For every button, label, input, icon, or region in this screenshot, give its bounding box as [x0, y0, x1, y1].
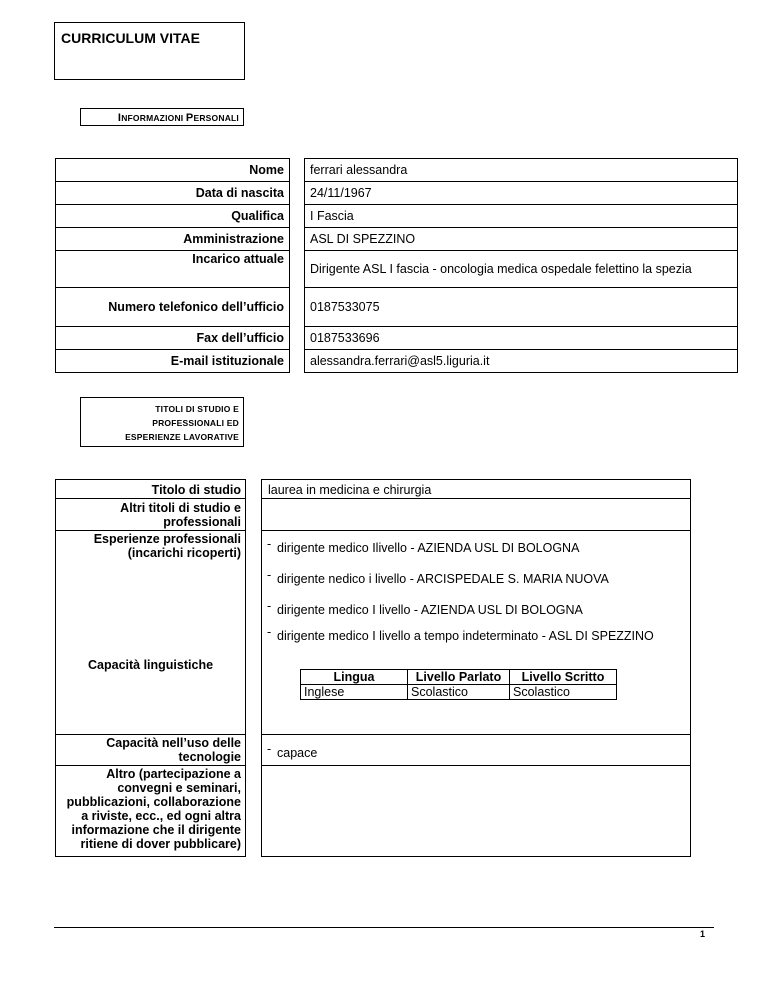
esperienza-text: dirigente medico Ilivello - AZIENDA USL DI BOLOGNA	[277, 541, 580, 555]
value-amministrazione: ASL DI SPEZZINO	[305, 228, 738, 251]
label-telefono: Numero telefonico dell’ufficio	[56, 288, 290, 327]
section-studies-line-2: PROFESSIONALI ED	[152, 418, 239, 428]
label-titolo-studio: Titolo di studio	[151, 483, 241, 497]
value-email: alessandra.ferrari@asl5.liguria.it	[305, 350, 738, 373]
value-titolo-studio: laurea in medicina e chirurgia	[268, 483, 432, 497]
dash-bullet: -	[267, 742, 272, 756]
label-qualifica: Qualifica	[56, 205, 290, 228]
personal-info-table	[55, 158, 738, 373]
value-nome: ferrari alessandra	[305, 159, 738, 182]
personal-row-data-nascita	[56, 182, 738, 205]
label-tecnologie: Capacità nell’uso delle tecnologie	[106, 736, 241, 764]
personal-row-email	[56, 350, 738, 373]
section-studies-line-3: ESPERIENZE LAVORATIVE	[125, 432, 239, 442]
label-lingue: Capacità linguistiche	[88, 658, 214, 672]
language-name: Inglese	[301, 685, 408, 700]
section-studies-heading	[80, 397, 244, 447]
section-studies-line-1: TITOLI DI STUDIO E	[155, 404, 239, 414]
label-amministrazione: Amministrazione	[56, 228, 290, 251]
dash-bullet: -	[267, 568, 272, 582]
language-row	[301, 685, 617, 700]
language-spoken-level: Scolastico	[408, 685, 510, 700]
label-fax: Fax dell’ufficio	[56, 327, 290, 350]
dash-bullet: -	[267, 537, 272, 551]
section-personal-cap-2: P	[185, 112, 194, 124]
label-altro: Altro (partecipazione a convegni e seminari, pubblicazioni, collaborazione a riviste, ecc., ed ogni altra informazione che il dirigente ritiene di dover pubblicare)	[66, 767, 241, 851]
value-tecnologie: capace	[277, 746, 318, 760]
personal-row-nome	[56, 159, 738, 182]
value-qualifica: I Fascia	[305, 205, 738, 228]
language-written-level: Scolastico	[510, 685, 617, 700]
personal-row-amministrazione	[56, 228, 738, 251]
language-header-lingua: Lingua	[301, 670, 408, 685]
value-telefono: 0187533075	[305, 288, 738, 327]
studies-value-column	[261, 479, 691, 857]
label-data-nascita: Data di nascita	[56, 182, 290, 205]
cv-title: CURRICULUM VITAE	[61, 30, 200, 46]
value-incarico: Dirigente ASL I fascia - oncologia medica ospedale felettino la spezia	[305, 251, 738, 288]
esperienza-text: dirigente medico I livello a tempo indeterminato - ASL DI SPEZZINO	[277, 629, 654, 643]
cv-title-box	[54, 22, 245, 80]
section-personal-cap-1: I	[117, 112, 122, 124]
label-email: E-mail istituzionale	[56, 350, 290, 373]
value-fax: 0187533696	[305, 327, 738, 350]
section-personal-text-2: ERSONALI	[193, 113, 239, 123]
esperienza-text: dirigente nedico i livello - ARCISPEDALE S. MARIA NUOVA	[277, 572, 609, 586]
personal-row-fax	[56, 327, 738, 350]
language-table	[300, 669, 617, 700]
esperienza-text: dirigente medico I livello - AZIENDA USL DI BOLOGNA	[277, 603, 583, 617]
section-personal-text-1: NFORMAZIONI	[121, 113, 186, 123]
language-header-row	[301, 670, 617, 685]
label-esperienze: Esperienze professionali (incarichi ricoperti)	[93, 532, 241, 560]
footer-divider	[54, 927, 714, 928]
label-altri-titoli: Altri titoli di studio e professionali	[120, 501, 241, 529]
dash-bullet: -	[267, 625, 272, 639]
personal-row-telefono	[56, 288, 738, 327]
label-incarico: Incarico attuale	[56, 251, 290, 288]
personal-row-incarico	[56, 251, 738, 288]
studies-label-column	[55, 479, 246, 857]
section-personal-heading	[80, 108, 244, 126]
personal-row-qualifica	[56, 205, 738, 228]
language-header-parlato: Livello Parlato	[408, 670, 510, 685]
page-number: 1	[700, 929, 706, 939]
language-header-scritto: Livello Scritto	[510, 670, 617, 685]
label-nome: Nome	[56, 159, 290, 182]
value-data-nascita: 24/11/1967	[305, 182, 738, 205]
dash-bullet: -	[267, 599, 272, 613]
